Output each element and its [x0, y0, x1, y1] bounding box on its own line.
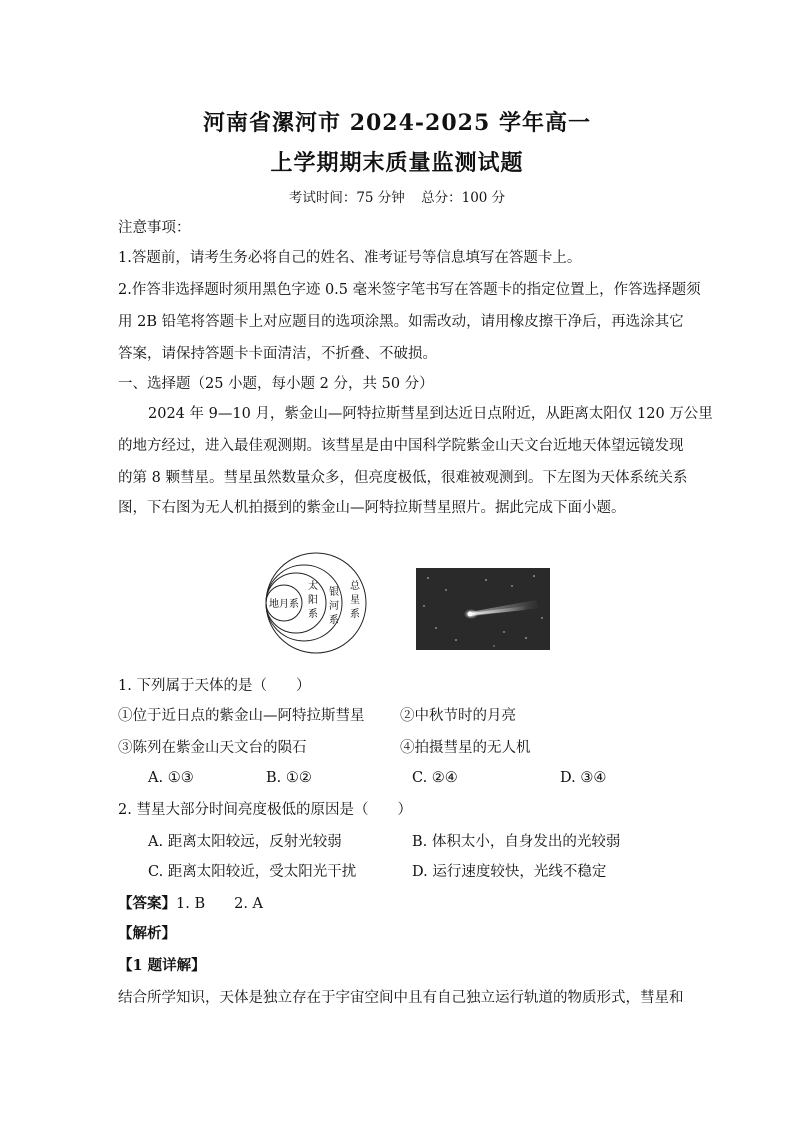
q1-option-a: A. ①③	[148, 770, 194, 786]
q1-statement-4: ④拍摄彗星的无人机	[400, 740, 531, 756]
title-line-2: 上学期期末质量监测试题	[270, 150, 524, 176]
label-total-3: 系	[350, 609, 360, 620]
label-galaxy-1: 银	[329, 587, 339, 598]
q1-statement-3: ③陈列在紫金山天文台的陨石	[118, 740, 307, 756]
notice-2-line-1: 2.作答非选择题时须用黑色字迹 0.5 毫米签字笔书写在答题卡的指定位置上，作答选择题须	[118, 282, 701, 298]
detail-label: 【1 题详解】	[118, 957, 206, 974]
q1-stem: 1. 下列属于天体的是（ ）	[118, 678, 311, 694]
q1-statement-1: ①位于近日点的紫金山—阿特拉斯彗星	[118, 708, 365, 724]
label-galaxy-3: 系	[329, 615, 339, 626]
notice-2-line-2: 用 2B 铅笔将答题卡上对应题目的选项涂黑。如需改动，请用橡皮擦干净后，再选涂其它	[118, 314, 684, 330]
q2-option-a: A. 距离太阳较远，反射光较弱	[148, 834, 342, 850]
detail-text: 结合所学知识，天体是独立存在于宇宙空间中且有自己独立运行轨道的物质形式，彗星和	[118, 990, 684, 1006]
q2-option-d: D. 运行速度较快，光线不稳定	[412, 864, 607, 880]
q2-option-c: C. 距离太阳较近，受太阳光干扰	[148, 864, 357, 880]
q1-option-c: C. ②④	[412, 770, 458, 786]
label-total-2: 星	[350, 595, 360, 606]
passage-line-2: 的地方经过，进入最佳观测期。该彗星是由中国科学院紫金山天文台近地天体望远镜发现	[118, 438, 684, 454]
answer-line	[118, 894, 678, 914]
notice-2-line-3: 答案，请保持答题卡卡面清洁，不折叠、不破损。	[118, 346, 437, 362]
comet-photo	[416, 568, 550, 650]
answer-text: 1. B 2. A	[176, 896, 264, 912]
title-line-1: 河南省漯河市 2024-2025 学年高一	[203, 110, 591, 136]
q2-option-b: B. 体积太小，自身发出的光较弱	[412, 834, 621, 850]
q1-option-d: D. ③④	[560, 770, 607, 786]
answer-label: 【答案】	[118, 895, 176, 912]
label-total-1: 总	[350, 581, 360, 592]
notice-1: 1.答题前，请考生务必将自己的姓名、准考证号等信息填写在答题卡上。	[118, 250, 582, 266]
celestial-system-diagram	[258, 551, 374, 655]
label-solar-2: 阳	[308, 595, 318, 606]
notice-heading: 注意事项：	[118, 220, 191, 236]
analysis-label: 【解析】	[118, 925, 176, 942]
q1-statement-2: ②中秋节时的月亮	[400, 708, 516, 724]
exam-meta	[0, 186, 794, 206]
comet-image	[416, 568, 550, 650]
section-heading: 一、选择题（25 小题，每小题 2 分，共 50 分）	[118, 376, 434, 392]
label-solar-3: 系	[308, 609, 318, 620]
passage-line-4: 图，下右图为无人机拍摄到的紫金山—阿特拉斯彗星照片。据此完成下面小题。	[118, 500, 626, 516]
label-earth-moon: 地月系	[269, 599, 299, 610]
total-score: 总分：100 分	[421, 190, 506, 206]
q2-stem: 2. 彗星大部分时间亮度极低的原因是（ ）	[118, 802, 412, 818]
label-galaxy-2: 河	[329, 601, 339, 612]
label-solar-1: 太	[308, 581, 318, 592]
q1-option-b: B. ①②	[266, 770, 312, 786]
passage-line-3: 的第 8 颗彗星。彗星虽然数量众多，但亮度极低，很难被观测到。下左图为天体系统关系	[118, 470, 688, 486]
passage-line-1: 2024 年 9—10 月，紫金山—阿特拉斯彗星到达近日点附近，从距离太阳仅 120 万公里	[148, 406, 713, 422]
exam-time: 考试时间：75 分钟	[288, 190, 405, 206]
